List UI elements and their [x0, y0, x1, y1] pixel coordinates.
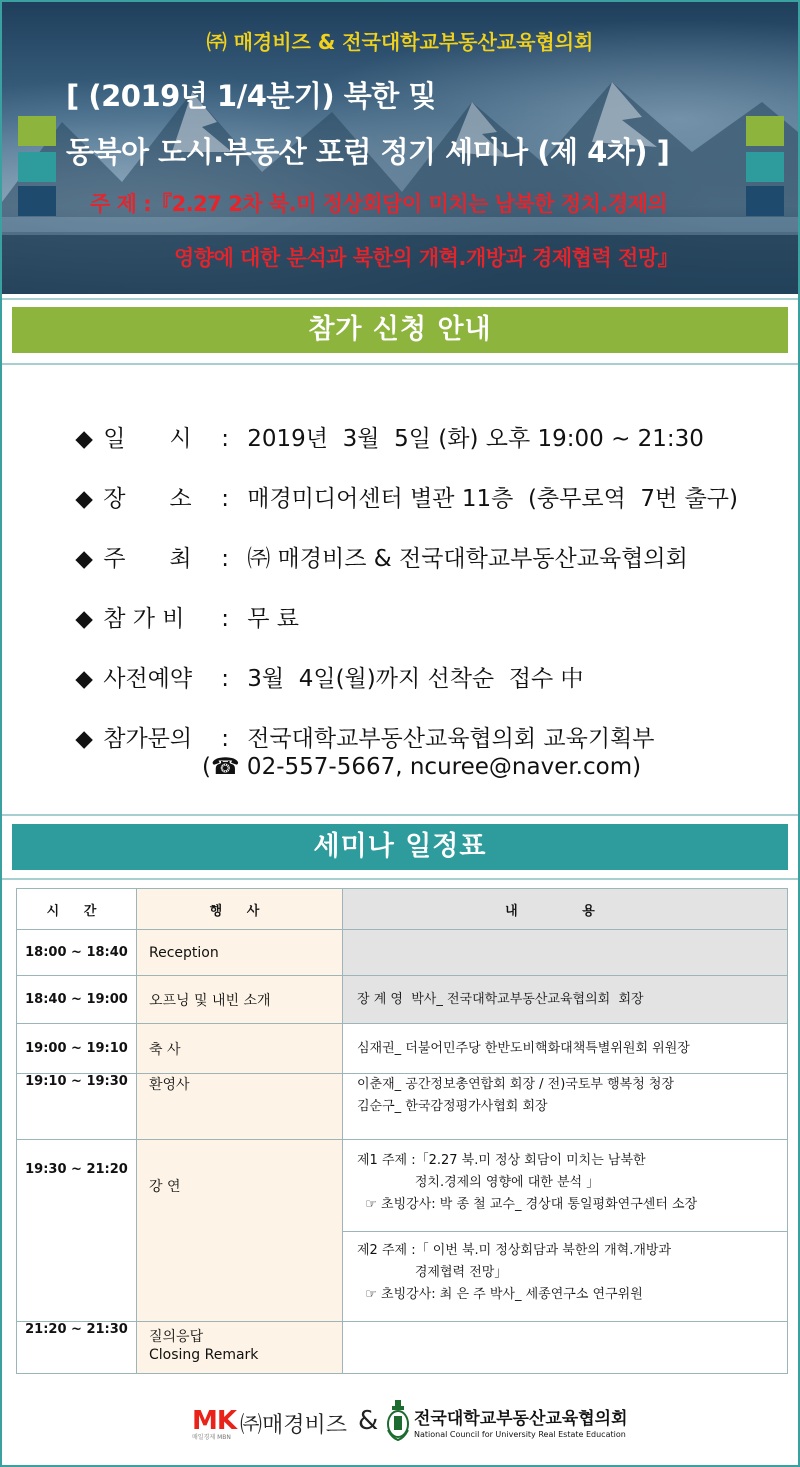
info-value: ㈜ 매경비즈 & 전국대학교부동산교육협의회 [247, 546, 688, 572]
header-time: 시 간 [17, 889, 137, 930]
content-line: ☞ 초빙강사: 박 종 철 교수_ 경상대 통일평화연구센터 소장 [357, 1197, 698, 1212]
seminar-title-line2: 동북아 도시.부동산 포럼 정기 세미나 (제 4차) ] [66, 135, 670, 169]
table-row [17, 1322, 788, 1374]
time-text: 18:00 ~ 18:40 [25, 945, 128, 960]
accent-square-teal-right [746, 152, 784, 182]
content-line: 이춘재_ 공간정보총연합회 회장 / 전)국토부 행복청 청장 [357, 1077, 675, 1092]
table-header-row [17, 889, 788, 930]
diamond-icon: ◆ [75, 486, 93, 512]
event-text: 오프닝 및 내빈 소개 [149, 992, 271, 1009]
ampersand: & [358, 1406, 379, 1436]
mk-sub: 매일경제 MBN [192, 1434, 231, 1441]
registration-title: 참가 신청 안내 [12, 307, 788, 353]
time-text: 21:20 ~ 21:30 [25, 1322, 128, 1337]
event-text: 축 사 [149, 1041, 181, 1058]
content-line: 김순구_ 한국감정평가사협회 회장 [357, 1099, 548, 1114]
row-time [17, 1074, 137, 1140]
content-line: 장 계 영 박사_ 전국대학교부동산교육협의회 회장 [357, 991, 644, 1007]
time-text: 19:00 ~ 19:10 [25, 1041, 128, 1056]
seminar-title-line1: [ (2019년 1/4분기) 북한 및 [66, 79, 436, 113]
event-text: Reception [149, 944, 219, 961]
info-label: 장 소 [103, 486, 192, 512]
content-line: 정치.경제의 영향에 대한 분석 」 [357, 1175, 600, 1190]
info-value: 무 료 [247, 606, 299, 632]
accent-square-green-left [18, 116, 56, 146]
mk-logo [192, 1406, 236, 1441]
mk-company-name: ㈜매경비즈 [240, 1413, 348, 1438]
time-text: 19:10 ~ 19:30 [25, 1074, 128, 1089]
divider [2, 363, 798, 365]
colon: : [221, 546, 229, 572]
row-event [137, 1322, 343, 1374]
row-event [137, 930, 343, 976]
divider [2, 298, 798, 300]
table-row [17, 930, 788, 976]
divider [2, 814, 798, 816]
header-banner [2, 2, 798, 294]
event-text: 강 연 [149, 1178, 181, 1195]
row-time [17, 1322, 137, 1374]
accent-square-navy-right [746, 186, 784, 216]
header-event: 행 사 [137, 889, 343, 930]
row-content [343, 930, 788, 976]
schedule-table [16, 888, 788, 1374]
table-row [17, 1024, 788, 1074]
mk-mark: MK [192, 1406, 237, 1436]
diamond-icon: ◆ [75, 546, 93, 572]
accent-square-navy-left [18, 186, 56, 216]
council-emblem-icon [386, 1398, 410, 1444]
info-label: 참가문의 [103, 726, 193, 752]
footer-logos [2, 1394, 798, 1454]
accent-square-green-right [746, 116, 784, 146]
row-content [343, 1074, 788, 1140]
info-label: 일 시 [103, 426, 192, 452]
colon: : [221, 606, 229, 632]
content-line: 제2 주제 :「 이번 북.미 정상회담과 북한의 개혁.개방과 [357, 1243, 672, 1258]
diamond-icon: ◆ [75, 666, 93, 692]
schedule-title: 세미나 일정표 [12, 824, 788, 870]
table-row [17, 1140, 788, 1232]
info-value: 매경미디어센터 별관 11층 (충무로역 7번 출구) [247, 486, 738, 512]
info-label: 사전예약 [103, 666, 193, 692]
topic-line1: 주 제 :『2.27 2차 북.미 정상회담이 미치는 남북한 정치.경제의 [90, 192, 668, 216]
content-line: ☞ 초빙강사: 최 은 주 박사_ 세종연구소 연구위원 [357, 1287, 643, 1302]
row-event [137, 1074, 343, 1140]
table-row [17, 976, 788, 1024]
info-value: 3월 4일(월)까지 선착순 접수 中 [247, 666, 584, 692]
time-text: 18:40 ~ 19:00 [25, 992, 128, 1007]
contact-info: (☎ 02-557-5667, ncuree@naver.com) [202, 754, 642, 780]
row-event [137, 1140, 343, 1322]
info-label: 주 최 [103, 546, 192, 572]
diamond-icon: ◆ [75, 426, 93, 452]
colon: : [221, 726, 229, 752]
header-content: 내 용 [343, 889, 788, 930]
organizer-line: ㈜ 매경비즈 & 전국대학교부동산교육협의회 [206, 30, 594, 54]
row-content [343, 1322, 788, 1374]
event-line: 질의응답 [149, 1329, 204, 1345]
diamond-icon: ◆ [75, 606, 93, 632]
content-line: 경제협력 전망」 [357, 1265, 508, 1280]
content-line: 제1 주제 :「2.27 북.미 정상 회담이 미치는 남북한 [357, 1153, 646, 1168]
row-event [137, 976, 343, 1024]
row-event [137, 1024, 343, 1074]
table-row [17, 1074, 788, 1140]
colon: : [221, 426, 229, 452]
row-time [17, 930, 137, 976]
row-content [343, 976, 788, 1024]
colon: : [221, 486, 229, 512]
colon: : [221, 666, 229, 692]
info-value: 2019년 3월 5일 (화) 오후 19:00 ~ 21:30 [247, 426, 704, 452]
row-content [343, 1232, 788, 1322]
diamond-icon: ◆ [75, 726, 93, 752]
divider [2, 878, 798, 880]
row-time [17, 1024, 137, 1074]
council-name-english: National Council for University Real Estate Education [414, 1430, 626, 1439]
content-line: 심재권_ 더불어민주당 한반도비핵화대책특별위원회 위원장 [357, 1040, 690, 1056]
council-name-korean: 전국대학교부동산교육협의회 [414, 1409, 628, 1429]
row-content [343, 1024, 788, 1074]
event-line: Closing Remark [149, 1347, 259, 1363]
topic-line2: 영향에 대한 분석과 북한의 개혁.개방과 경제협력 전망』 [174, 246, 679, 270]
time-text: 19:30 ~ 21:20 [25, 1162, 128, 1177]
row-time [17, 1140, 137, 1322]
row-content [343, 1140, 788, 1232]
info-value: 전국대학교부동산교육협의회 교육기획부 [247, 726, 655, 752]
info-label: 참 가 비 [103, 606, 185, 632]
row-time [17, 976, 137, 1024]
event-text: 환영사 [149, 1077, 190, 1093]
accent-square-teal-left [18, 152, 56, 182]
